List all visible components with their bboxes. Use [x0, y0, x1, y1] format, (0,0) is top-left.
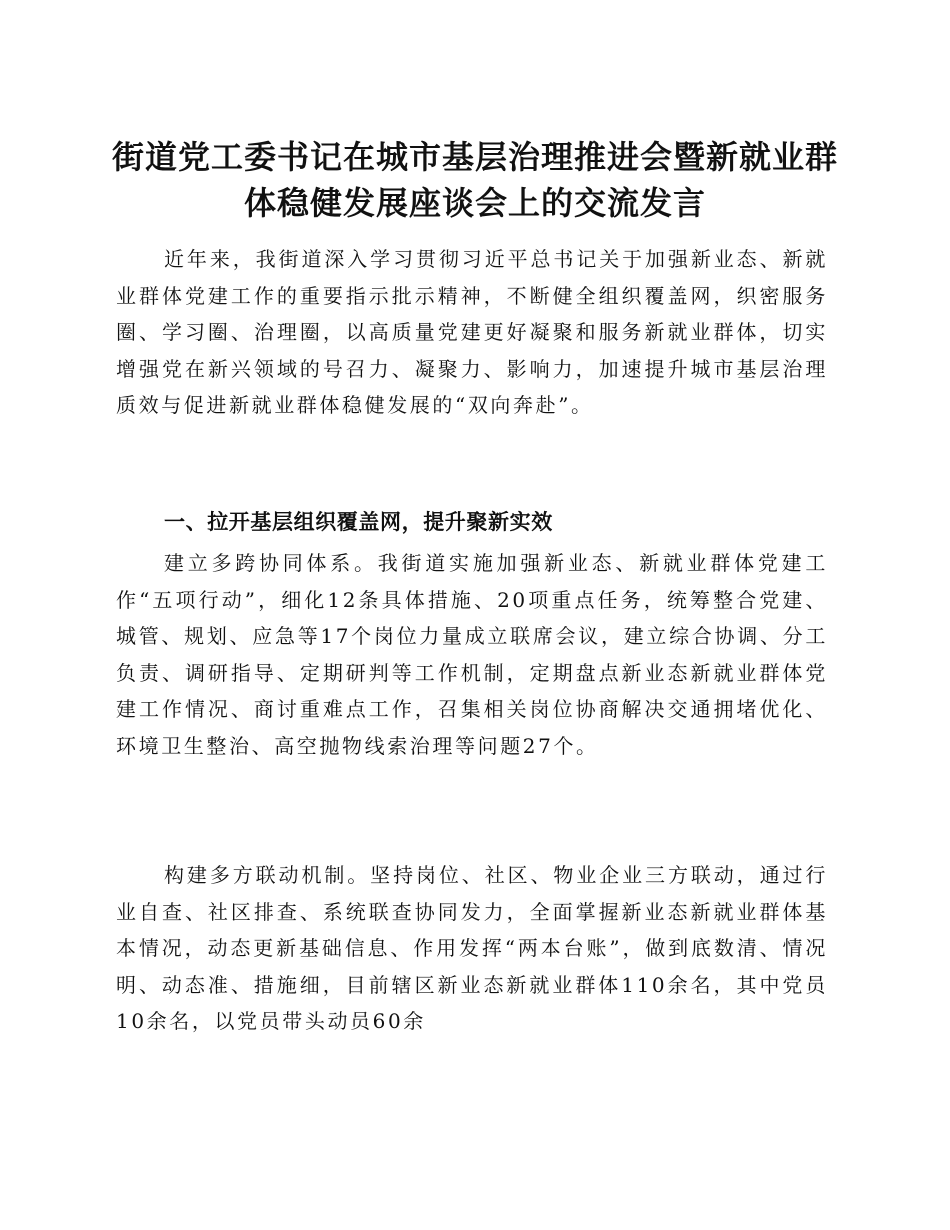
intro-paragraph: 近年来，我街道深入学习贯彻习近平总书记关于加强新业态、新就业群体党建工作的重要指示批示精神，不断健全组织覆盖网，织密服务圈、学习圈、治理圈，以高质量党建更好凝聚和服务新就业群体，切实增强党在新兴领域的号召力、凝聚力、影响力，加速提升城市基层治理质效与促进新就业群体稳健发展的“双向奔赴”。 [116, 247, 828, 417]
document-title: 街道党工委书记在城市基层治理推进会暨新就业群体稳健发展座谈会上的交流发言 [111, 138, 838, 222]
paragraph-linkage-mechanism: 构建多方联动机制。坚持岗位、社区、物业企业三方联动，通过行业自查、社区排查、系统联查协同发力，全面掌握新业态新就业群体基本情况，动态更新基础信息、作用发挥“两本台账”，做到底数清、情况明、动态准、措施细，目前辖区新业态新就业群体110余名，其中党员10余名，以党员带头动员60余 [116, 863, 828, 1033]
paragraph-collaboration-system: 建立多跨协同体系。我街道实施加强新业态、新就业群体党建工作“五项行动”，细化12条具体措施、20项重点任务，统筹整合党建、城管、规划、应急等17个岗位力量成立联席会议，建立综合协调、分工负责、调研指导、定期研判等工作机制，定期盘点新业态新就业群体党建工作情况、商讨重难点工作，召集相关岗位协商解决交通拥堵优化、环境卫生整治、高空抛物线索治理等问题27个。 [116, 551, 828, 758]
section-heading-1: 一、拉开基层组织覆盖网，提升聚新实效 [164, 510, 553, 534]
